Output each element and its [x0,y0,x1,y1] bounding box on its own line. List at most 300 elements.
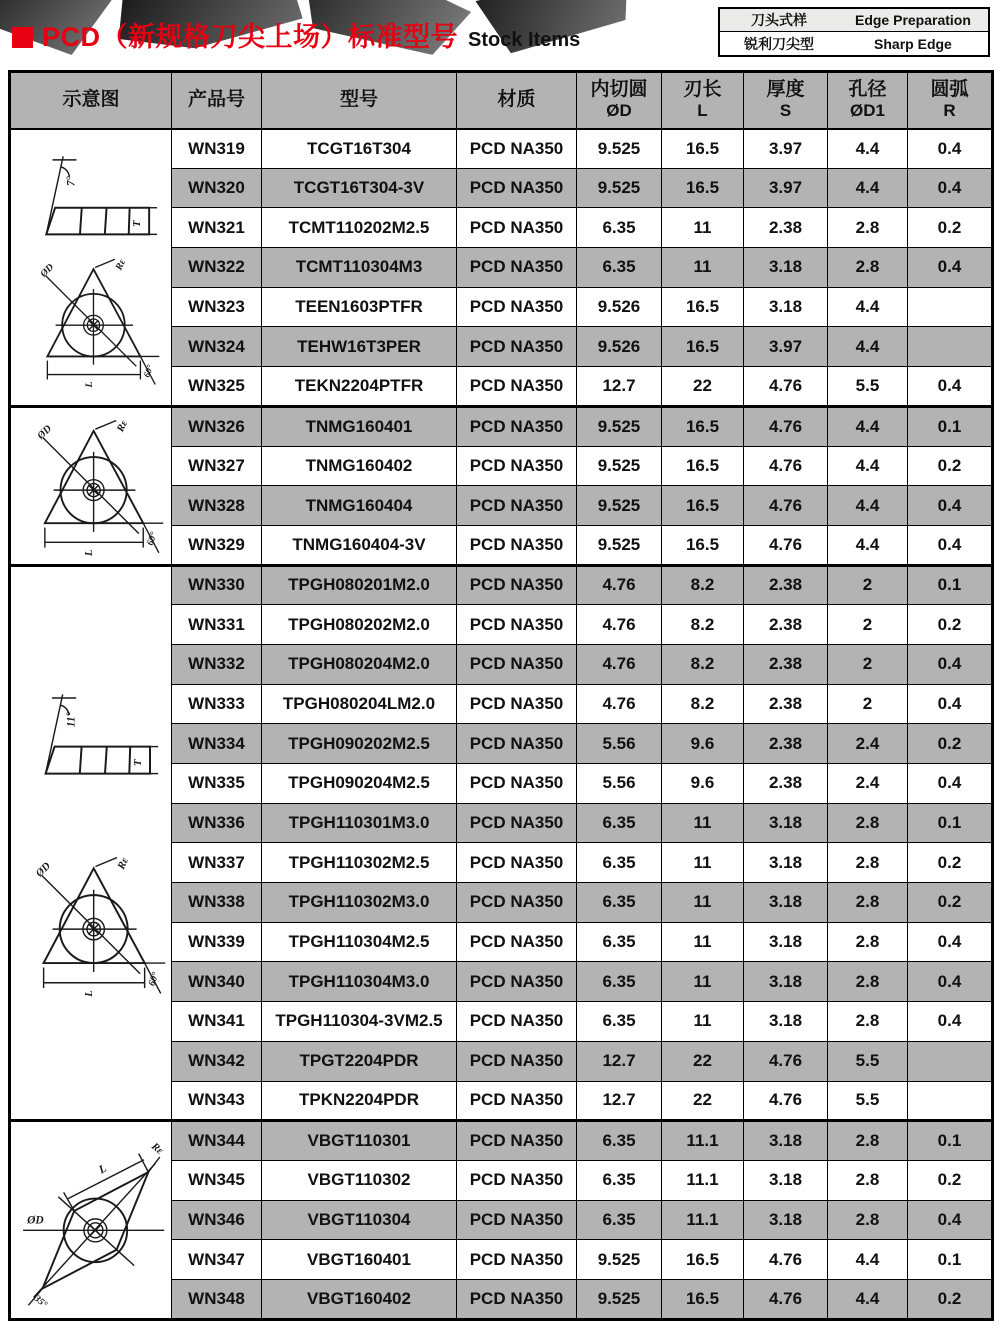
cell-material: PCD NA350 [457,446,577,486]
cell-s: 3.18 [744,962,828,1002]
cell-material: PCD NA350 [457,1200,577,1240]
cell-r: 0.4 [908,922,993,962]
diagram-label: L [82,989,95,997]
column-label: 示意图 [62,88,120,110]
cell-product: WN334 [172,724,262,764]
cell-product: WN340 [172,962,262,1002]
cell-l: 11 [662,248,744,288]
table-header-row [10,72,993,129]
cell-l: 8.2 [662,684,744,724]
cell-r [908,1081,993,1121]
cell-d: 12.7 [577,367,662,407]
cell-model: VBGT110304 [262,1200,457,1240]
cell-r: 0.4 [908,525,993,565]
cell-l: 8.2 [662,605,744,645]
cell-product: WN348 [172,1279,262,1319]
cell-d: 12.7 [577,1041,662,1081]
column-label: 产品号 [187,88,245,110]
edge-info-label-cn: 刀头式样 [750,12,807,28]
page-title-cn: PCD（新规格刀尖上场）标准型号 [42,22,459,52]
cell-model: TCGT16T304-3V [262,168,457,208]
cell-product: WN337 [172,843,262,883]
cell-s: 3.18 [744,287,828,327]
page-title [12,24,580,51]
diagram-label: ØD [27,1214,44,1227]
cell-material: PCD NA350 [457,724,577,764]
cell-material: PCD NA350 [457,922,577,962]
cell-s: 2.38 [744,605,828,645]
cell-model: TPGH110302M3.0 [262,883,457,923]
cell-product: WN319 [172,129,262,169]
cell-d: 9.525 [577,406,662,446]
cell-d1: 2 [828,605,908,645]
column-sublabel: ØD [606,101,632,121]
cell-d: 9.525 [577,129,662,169]
cell-s: 3.18 [744,883,828,923]
cell-s: 3.18 [744,843,828,883]
cell-material: PCD NA350 [457,1081,577,1121]
cell-d: 5.56 [577,724,662,764]
cell-r: 0.4 [908,168,993,208]
cell-product: WN322 [172,248,262,288]
cell-material: PCD NA350 [457,764,577,804]
column-sublabel: L [697,101,708,121]
cell-d: 9.525 [577,486,662,526]
cell-l: 16.5 [662,1240,744,1280]
cell-model: TCMT110202M2.5 [262,208,457,248]
diagram-label: Rε [115,855,132,871]
cell-s: 4.76 [744,1240,828,1280]
cell-d1: 4.4 [828,129,908,169]
cell-model: TPGH110301M3.0 [262,803,457,843]
table-row [10,1121,993,1161]
cell-l: 11 [662,843,744,883]
cell-d1: 2.8 [828,803,908,843]
cell-model: TNMG160404-3V [262,525,457,565]
cell-s: 2.38 [744,684,828,724]
cell-product: WN332 [172,644,262,684]
diagram-label: 35° [31,1293,50,1311]
cell-material: PCD NA350 [457,168,577,208]
diagram-label: Rε [113,257,129,272]
cell-l: 11 [662,803,744,843]
cell-model: TPGH080201M2.0 [262,565,457,605]
cell-model: TPGH080202M2.0 [262,605,457,645]
cell-s: 3.97 [744,327,828,367]
cell-material: PCD NA350 [457,843,577,883]
cell-l: 11 [662,208,744,248]
cell-s: 4.76 [744,406,828,446]
cell-product: WN347 [172,1240,262,1280]
cell-l: 16.5 [662,446,744,486]
cell-r [908,1041,993,1081]
cell-material: PCD NA350 [457,565,577,605]
cell-product: WN330 [172,565,262,605]
cell-l: 9.6 [662,724,744,764]
diagram-label: Rε [149,1141,165,1158]
cell-model: TPGH080204M2.0 [262,644,457,684]
cell-product: WN326 [172,406,262,446]
cell-d1: 2 [828,565,908,605]
cell-d: 6.35 [577,1002,662,1042]
cell-r: 0.2 [908,883,993,923]
cell-model: TCGT16T304 [262,129,457,169]
cell-model: TNMG160404 [262,486,457,526]
cell-material: PCD NA350 [457,486,577,526]
cell-d1: 2.8 [828,208,908,248]
column-label: 圆弧 [930,78,969,100]
cell-r: 0.2 [908,208,993,248]
cell-d1: 2.4 [828,764,908,804]
cell-model: TPGH110304-3VM2.5 [262,1002,457,1042]
cell-product: WN335 [172,764,262,804]
cell-d1: 2.8 [828,1002,908,1042]
cell-s: 3.18 [744,922,828,962]
cell-d: 4.76 [577,684,662,724]
cell-d1: 2.8 [828,922,908,962]
cell-r: 0.2 [908,446,993,486]
column-sublabel: S [779,101,792,121]
cell-l: 22 [662,367,744,407]
cell-material: PCD NA350 [457,1121,577,1161]
diagram-label: 11° [64,711,77,728]
cell-product: WN338 [172,883,262,923]
diagram-cell [10,565,172,1121]
cell-d1: 4.4 [828,1279,908,1319]
column-header-6 [744,72,828,129]
cell-s: 3.18 [744,1121,828,1161]
cell-r: 0.2 [908,724,993,764]
diagram-label: ØD [38,261,57,280]
cell-r: 0.2 [908,1279,993,1319]
cell-model: TPGT2204PDR [262,1041,457,1081]
cell-material: PCD NA350 [457,962,577,1002]
cell-model: TNMG160402 [262,446,457,486]
diagram-label: 7° [65,175,78,186]
cell-d: 6.35 [577,1160,662,1200]
diagram-label: 60° [144,530,160,548]
cell-r: 0.2 [908,843,993,883]
cell-d1: 5.5 [828,1041,908,1081]
cell-product: WN327 [172,446,262,486]
cell-r: 0.4 [908,1200,993,1240]
cell-d1: 4.4 [828,168,908,208]
diagram-label: L [83,381,95,388]
cell-d1: 2.8 [828,883,908,923]
cell-product: WN344 [172,1121,262,1161]
cell-product: WN339 [172,922,262,962]
cell-product: WN346 [172,1200,262,1240]
cell-r: 0.4 [908,486,993,526]
cell-material: PCD NA350 [457,327,577,367]
cell-d1: 2.8 [828,962,908,1002]
side-profile-diagram [25,151,158,250]
cell-d: 9.525 [577,1240,662,1280]
cell-l: 11 [662,922,744,962]
cell-r: 0.4 [908,684,993,724]
cell-l: 22 [662,1041,744,1081]
cell-model: TEKN2204PTFR [262,367,457,407]
cell-material: PCD NA350 [457,208,577,248]
cell-d1: 4.4 [828,446,908,486]
column-label: 孔径 [848,78,887,100]
red-square-icon [12,27,33,48]
diagram-label: L [97,1162,109,1177]
cell-d1: 2.8 [828,1121,908,1161]
column-header-5 [662,72,744,129]
cell-d: 6.35 [577,922,662,962]
cell-l: 11.1 [662,1121,744,1161]
triangle-insert-diagram [21,256,161,388]
column-label: 厚度 [766,78,805,100]
cell-l: 16.5 [662,287,744,327]
diagram-label: L [83,549,95,557]
diamond-insert-diagram [16,1128,166,1313]
cell-l: 16.5 [662,129,744,169]
cell-r: 0.2 [908,1160,993,1200]
diagram-cell [10,129,172,407]
cell-model: TPGH110302M2.5 [262,843,457,883]
cell-r: 0.1 [908,406,993,446]
triangle-insert-diagram [15,854,167,997]
stock-items-table [8,70,994,1321]
column-label: 材质 [497,88,536,110]
cell-material: PCD NA350 [457,287,577,327]
cell-d1: 2.8 [828,1200,908,1240]
cell-d: 9.526 [577,287,662,327]
edge-info-row [720,9,988,32]
cell-d: 9.525 [577,525,662,565]
column-header-2 [262,72,457,129]
cell-s: 3.18 [744,1002,828,1042]
cell-s: 2.38 [744,724,828,764]
cell-model: TPGH090202M2.5 [262,724,457,764]
cell-l: 11.1 [662,1200,744,1240]
cell-model: TNMG160401 [262,406,457,446]
cell-product: WN342 [172,1041,262,1081]
cell-d: 9.525 [577,1279,662,1319]
cell-s: 4.76 [744,525,828,565]
cell-material: PCD NA350 [457,1279,577,1319]
edge-info-label-en: Edge Preparation [854,12,971,28]
cell-material: PCD NA350 [457,684,577,724]
cell-l: 16.5 [662,327,744,367]
cell-product: WN320 [172,168,262,208]
cell-r: 0.1 [908,803,993,843]
cell-d1: 2 [828,684,908,724]
column-header-3 [457,72,577,129]
diagram-label: 60° [141,363,156,379]
cell-r: 0.4 [908,129,993,169]
edge-info-row [720,32,988,55]
cell-d1: 4.4 [828,327,908,367]
cell-r: 0.2 [908,605,993,645]
cell-material: PCD NA350 [457,1160,577,1200]
cell-d1: 2.8 [828,1160,908,1200]
cell-model: TPKN2204PDR [262,1081,457,1121]
cell-r: 0.4 [908,764,993,804]
cell-material: PCD NA350 [457,1002,577,1042]
cell-d: 9.525 [577,168,662,208]
cell-d1: 4.4 [828,287,908,327]
cell-product: WN336 [172,803,262,843]
cell-material: PCD NA350 [457,525,577,565]
column-header-0 [10,72,172,129]
cell-model: TPGH110304M2.5 [262,922,457,962]
cell-r: 0.4 [908,1002,993,1042]
cell-l: 16.5 [662,1279,744,1319]
cell-r: 0.1 [908,565,993,605]
cell-model: TPGH090204M2.5 [262,764,457,804]
diagram-label: Rε [115,419,131,434]
cell-material: PCD NA350 [457,1240,577,1280]
cell-material: PCD NA350 [457,883,577,923]
cell-product: WN325 [172,367,262,407]
cell-l: 16.5 [662,406,744,446]
side-profile-diagram [24,689,159,790]
cell-d: 4.76 [577,644,662,684]
cell-d: 6.35 [577,208,662,248]
column-label: 刃长 [683,78,722,100]
cell-model: VBGT160402 [262,1279,457,1319]
cell-d: 6.35 [577,843,662,883]
diagram-cell [10,1121,172,1319]
cell-s: 2.38 [744,644,828,684]
cell-s: 3.18 [744,1160,828,1200]
cell-l: 9.6 [662,764,744,804]
cell-product: WN324 [172,327,262,367]
cell-model: TEEN1603PTFR [262,287,457,327]
cell-r: 0.4 [908,962,993,1002]
diagram-label: ØD [33,859,53,880]
cell-s: 4.76 [744,367,828,407]
cell-model: VBGT110301 [262,1121,457,1161]
cell-model: VBGT160401 [262,1240,457,1280]
cell-l: 22 [662,1081,744,1121]
cell-s: 2.38 [744,565,828,605]
table-row [10,565,993,605]
cell-model: VBGT110302 [262,1160,457,1200]
cell-s: 2.38 [744,764,828,804]
cell-s: 3.18 [744,803,828,843]
cell-product: WN343 [172,1081,262,1121]
cell-material: PCD NA350 [457,803,577,843]
cell-d: 9.526 [577,327,662,367]
cell-s: 4.76 [744,486,828,526]
table-row [10,129,993,169]
cell-l: 8.2 [662,644,744,684]
cell-l: 11 [662,883,744,923]
column-header-4 [577,72,662,129]
column-header-1 [172,72,262,129]
cell-product: WN341 [172,1002,262,1042]
cell-material: PCD NA350 [457,248,577,288]
cell-d1: 2.8 [828,248,908,288]
cell-r [908,287,993,327]
cell-l: 11 [662,1002,744,1042]
cell-r: 0.1 [908,1240,993,1280]
cell-r: 0.4 [908,644,993,684]
cell-product: WN333 [172,684,262,724]
cell-material: PCD NA350 [457,605,577,645]
cell-d: 12.7 [577,1081,662,1121]
cell-product: WN323 [172,287,262,327]
column-sublabel: R [943,101,956,121]
cell-model: TEHW16T3PER [262,327,457,367]
table-row [10,406,993,446]
cell-d1: 4.4 [828,1240,908,1280]
cell-product: WN329 [172,525,262,565]
cell-s: 3.18 [744,248,828,288]
cell-model: TCMT110304M3 [262,248,457,288]
cell-l: 11 [662,962,744,1002]
diagram-label: T [131,220,143,227]
cell-product: WN331 [172,605,262,645]
column-header-7 [828,72,908,129]
cell-d: 9.525 [577,446,662,486]
cell-s: 3.18 [744,1200,828,1240]
cell-product: WN321 [172,208,262,248]
cell-s: 2.38 [744,208,828,248]
column-label: 型号 [339,88,378,110]
cell-material: PCD NA350 [457,129,577,169]
cell-d: 4.76 [577,605,662,645]
cell-d: 6.35 [577,962,662,1002]
cell-s: 4.76 [744,446,828,486]
cell-d1: 5.5 [828,367,908,407]
cell-s: 4.76 [744,1081,828,1121]
cell-material: PCD NA350 [457,406,577,446]
cell-d: 5.56 [577,764,662,804]
cell-l: 16.5 [662,168,744,208]
edge-info-label-en: Sharp Edge [874,35,952,52]
cell-d: 6.35 [577,803,662,843]
cell-d1: 4.4 [828,525,908,565]
triangle-insert-diagram [17,417,165,556]
cell-d1: 2 [828,644,908,684]
cell-l: 11.1 [662,1160,744,1200]
cell-r: 0.4 [908,248,993,288]
cell-l: 8.2 [662,565,744,605]
cell-material: PCD NA350 [457,644,577,684]
cell-d1: 2.8 [828,843,908,883]
cell-material: PCD NA350 [457,367,577,407]
cell-r: 0.1 [908,1121,993,1161]
cell-d1: 5.5 [828,1081,908,1121]
stock-items-table-wrap [8,70,994,1321]
edge-preparation-table [718,7,990,57]
cell-d: 6.35 [577,1121,662,1161]
diagram-cell [10,406,172,565]
cell-l: 16.5 [662,486,744,526]
cell-d1: 4.4 [828,406,908,446]
column-label: 内切圆 [590,78,648,100]
column-sublabel: ØD1 [850,101,885,121]
cell-r: 0.4 [908,367,993,407]
page-title-en: Stock Items [468,28,581,51]
cell-d: 6.35 [577,883,662,923]
cell-product: WN328 [172,486,262,526]
cell-l: 16.5 [662,525,744,565]
cell-material: PCD NA350 [457,1041,577,1081]
diagram-label: ØD [35,423,55,442]
cell-model: TPGH080204LM2.0 [262,684,457,724]
cell-d1: 2.4 [828,724,908,764]
cell-d: 6.35 [577,248,662,288]
cell-d: 6.35 [577,1200,662,1240]
edge-info-label-cn: 锐利刀尖型 [743,35,814,52]
cell-s: 4.76 [744,1279,828,1319]
